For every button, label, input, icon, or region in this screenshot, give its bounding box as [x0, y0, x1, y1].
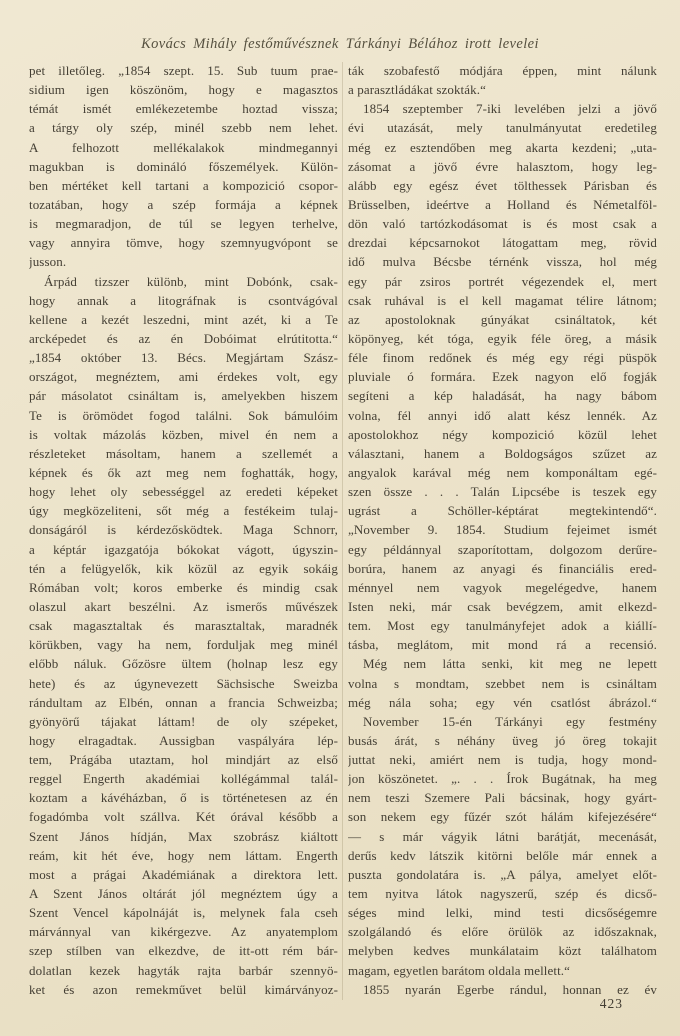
text-line: donságáról is kérdezősködtek. Maga Schnorr, — [29, 522, 338, 538]
text-line: olaszul akart beszélni. Az ismerős művészek — [29, 598, 338, 614]
text-line: alább egy egész évet tölthessek Párisban és — [348, 177, 657, 193]
text-line: drezdai képcsarnokot látogattam meg, rövid — [348, 235, 657, 251]
text-line: témát ismét emlékezetembe hoztad vissza; — [29, 101, 338, 117]
text-line: köpönyeg, két tóga, egyik féle öreg, a másik — [348, 330, 657, 346]
text-line: Brüsselben, ideértve a Holland és Németalföl- — [348, 196, 657, 212]
text-line: csak magasztaltak és marasztaltak, maradnék — [29, 618, 338, 634]
text-line: Isten neki, már csak bevégzem, amit elkezd- — [348, 598, 657, 614]
page-number: 423 — [599, 996, 623, 1011]
text-line: ket és azon remekművet belül kimárványoz- — [29, 981, 338, 997]
text-line: országot, megnéztem, ami érdekes volt, egy — [29, 369, 338, 385]
text-line: gyönyörű tájakat láttam! de oly szépeket, — [29, 713, 338, 729]
paragraph — [348, 99, 657, 654]
text-line: hogy lehet oly sebességgel az eredeti képeket — [29, 484, 338, 500]
text-line: dolatlan kezek hagyták rajta barbár szennyö- — [29, 962, 338, 978]
text-line: csak ruhával is el kell magamat télire látnom; — [348, 292, 657, 308]
text-line: son nekem egy fűzér szót hálám kifejezésére“ — [348, 809, 657, 825]
text-line: a tárgy oly szép, minél szebb nem lehet. — [29, 120, 338, 136]
text-line: 1854 szeptember 7-iki levelében jelzi a jövő — [363, 101, 657, 117]
text-line: „November 9. 1854. Studium fejeimet ismét — [348, 522, 657, 538]
paragraph — [29, 61, 338, 272]
text-line: Te is örömödet fogod találni. Sok bámulóim — [29, 407, 338, 423]
text-line: magukban is domináló főszemélyek. Külön- — [29, 158, 338, 174]
text-line: idő mulva Bécsbe térnénk vissza, hol még — [348, 254, 657, 270]
text-line: pár másolatot csináltam is, amelyekben hiszem — [29, 388, 338, 404]
text-line: A Szent János oltárát jól megnéztem úgy a — [29, 886, 338, 902]
text-line: nem teszi Szemere Pali bácsinak, hogy gyárt- — [348, 790, 657, 806]
text-line: még nála soha; egy vén csatlóst ábrázol.“ — [348, 694, 657, 710]
text-line: — s már vágyik látni barátját, mecenását, — [348, 828, 657, 844]
text-line: részleteket másoltam, hanem a szellemét a — [29, 445, 338, 461]
text-line: márvánnyal van kikérgezve. Az anyatemplom — [29, 924, 338, 940]
text-line: egy példánnyal szaporítottam, dolgozom derűre- — [348, 541, 657, 557]
text-line: Rómában volt; koros emberke és mindig csak — [29, 579, 338, 595]
text-line: tén a felügyelők, kik közül az egyik sokáig — [29, 560, 338, 576]
paragraph — [348, 712, 657, 980]
text-line: Még nem látta senki, kit meg ne lepett — [363, 656, 657, 672]
text-line: szen össze . . . Talán Lipcsébe is teszek egy — [348, 484, 657, 500]
text-line: dön való tartózkodásomat is és most csak a — [348, 216, 657, 232]
text-line: hete) és az úgynevezett Sächsische Sweizba — [29, 675, 338, 691]
text-line: még ez esztendőben meg akarta kezdeni; „uta- — [348, 139, 657, 155]
text-line: tásba, meglátom, mit mond rá a recensió. — [348, 637, 657, 653]
text-line: választani, hanem a Boldogságos szűzet az — [348, 445, 657, 461]
text-line: is voltak mázolás közben, mivel én nem a — [29, 426, 338, 442]
text-line: az apostoloknak gúnyákat csináltatok, két — [348, 311, 657, 327]
text-line: ták szobafestő módjára éppen, mint nálunk — [348, 63, 657, 78]
text-line: angyalok karával még nem komponáltam egé- — [348, 464, 657, 480]
paragraph — [348, 61, 657, 99]
text-line: pet illetőleg. „1854 szept. 15. Sub tuum prae- — [29, 63, 338, 78]
text-line: juttat neki, amiért nem is tudja, hogy mond- — [348, 752, 657, 768]
text-line: arcképedet és az én Dobóimat elrútitotta.“ — [29, 330, 338, 346]
running-header: Kovács Mihály festőművésznek Tárkányi Bélához irott levelei — [141, 36, 539, 52]
text-line: Szent Vencel kápolnáját is, melynek fala cseh — [29, 905, 338, 921]
text-line: most a prágai Akadémiának a direktora lett. — [29, 866, 338, 882]
text-line: ben mértéket kell tartani a kompozició csopor- — [29, 177, 338, 193]
column-divider — [342, 62, 343, 1000]
text-line: segíteni a kép haladását, ha nagy bábom — [348, 388, 657, 404]
text-line: jusson. — [29, 254, 67, 270]
text-line: szolgálandó és előre örülök az időszaknak, — [348, 924, 657, 940]
text-line: előbb náluk. Gőzösre ültem (holnap lesz egy — [29, 656, 338, 672]
text-line: pluviale ó formára. Ezek nagyon elő fogják — [348, 369, 657, 385]
text-line: derűs kedv látszik kitörni belőle már ennek a — [348, 847, 657, 863]
text-line: zásomat a jövő évre halasztom, hogy leg- — [348, 158, 657, 174]
text-line: ugrást a Schöller-képtárat megtekintendő“. — [348, 503, 657, 519]
text-line: Szent János hídján, Max szobrász kiáltott — [29, 828, 338, 844]
text-line: is megmaradjon, de túl se legyen terhelve, — [29, 216, 338, 232]
text-line: hogy annak a litográfnak is csontvágóval — [29, 292, 338, 308]
text-line: apostolokhoz négy kompozició közül lehet — [348, 426, 657, 442]
paragraph — [29, 272, 338, 999]
text-line: tem. Most egy tanulmányfejet adok a kiállí- — [348, 618, 657, 634]
text-line: sidium igen köszönöm, hogy e magasztos — [29, 82, 338, 98]
text-line: magam, egyetlen barátom oldala mellett.“ — [348, 962, 571, 978]
text-line: busás árát, s néhány üveg jó öreg tokajit — [348, 732, 657, 748]
text-line: reám, kit hét éve, hogy nem láttam. Engerth — [29, 847, 338, 863]
text-line: jon köszönetet. „. . . Írok Bugátnak, ha meg — [348, 771, 657, 787]
text-line: féle finom redőnek és még egy régi püspök — [348, 350, 657, 366]
text-line: a parasztládákat szokták.“ — [348, 82, 486, 98]
text-line: rándultam az Elbén, onnan a francia Schweizba; — [29, 694, 338, 710]
text-column-left — [29, 61, 338, 999]
text-line: szep stílben van elkezdve, de itt-ott rém bár- — [29, 943, 338, 959]
text-line: tozatában, hogy a szép formája a képnek — [29, 196, 338, 212]
text-line: melyben kedves munkálataim közt találhatom — [348, 943, 657, 959]
text-line: képnek és ők azt meg nem foghatták, hogy, — [29, 464, 338, 480]
text-line: Árpád tizszer különb, mint Dobónk, csak- — [44, 273, 338, 289]
text-line: hogy elragadtak. Aussigban vaspályára lép- — [29, 732, 338, 748]
text-line: koztam a kávéházban, ő is történetesen az én — [29, 790, 338, 806]
text-line: tem, Prágába utaztam, hol mindjárt az első — [29, 752, 338, 768]
text-line: séges mind lelki, mind testi dicsőségemre — [348, 905, 657, 921]
text-line: úgy megközeliteni, sőt még a festékeim tulaj- — [29, 503, 338, 519]
text-line: ménnyel nem vagyok megelégedve, hanem — [348, 579, 657, 595]
text-line: „1854 október 13. Bécs. Megjártam Szász- — [29, 350, 338, 366]
text-line: kellene a kezét leszedni, mint azét, ki a Te — [29, 311, 338, 327]
text-line: évi utazását, mely tanulmányutat eredetileg — [348, 120, 657, 136]
text-line: November 15-én Tárkányi egy festmény — [363, 713, 657, 729]
text-line: volna, fél annyi idő alatt kész lennék. Az — [348, 407, 657, 423]
text-line: fogadómba volt szállva. Két órával később a — [29, 809, 338, 825]
text-line: borúra, hanem az anyagi és financiális ered- — [348, 560, 657, 576]
text-line: 1855 nyarán Egerbe rándul, honnan ez év — [363, 981, 657, 997]
text-column-right — [348, 61, 657, 999]
paragraph — [348, 654, 657, 711]
text-line: körükben, vagy ha nem, forduljak meg minél — [29, 637, 338, 653]
text-line: vagy annyira tömve, hogy szemnyugvópont se — [29, 235, 338, 251]
text-line: tem nyitva látok nagyszerű, szép és dicső- — [348, 886, 657, 902]
text-line: volna s mondtam, szebbet nem is csináltam — [348, 675, 657, 691]
text-line: puszta gondolatára is. „A pálya, amelyet előt- — [348, 866, 657, 882]
text-line: reggel Engerth akadémiai kollégámmal talál- — [29, 771, 338, 787]
text-line: egy pár zsiros portrét végezendek el, mert — [348, 273, 657, 289]
text-line: A felhozott mellékalakok mindmegannyi — [29, 139, 338, 155]
text-line: a képtár igazgatója bókokat vágott, úgyszin- — [29, 541, 338, 557]
